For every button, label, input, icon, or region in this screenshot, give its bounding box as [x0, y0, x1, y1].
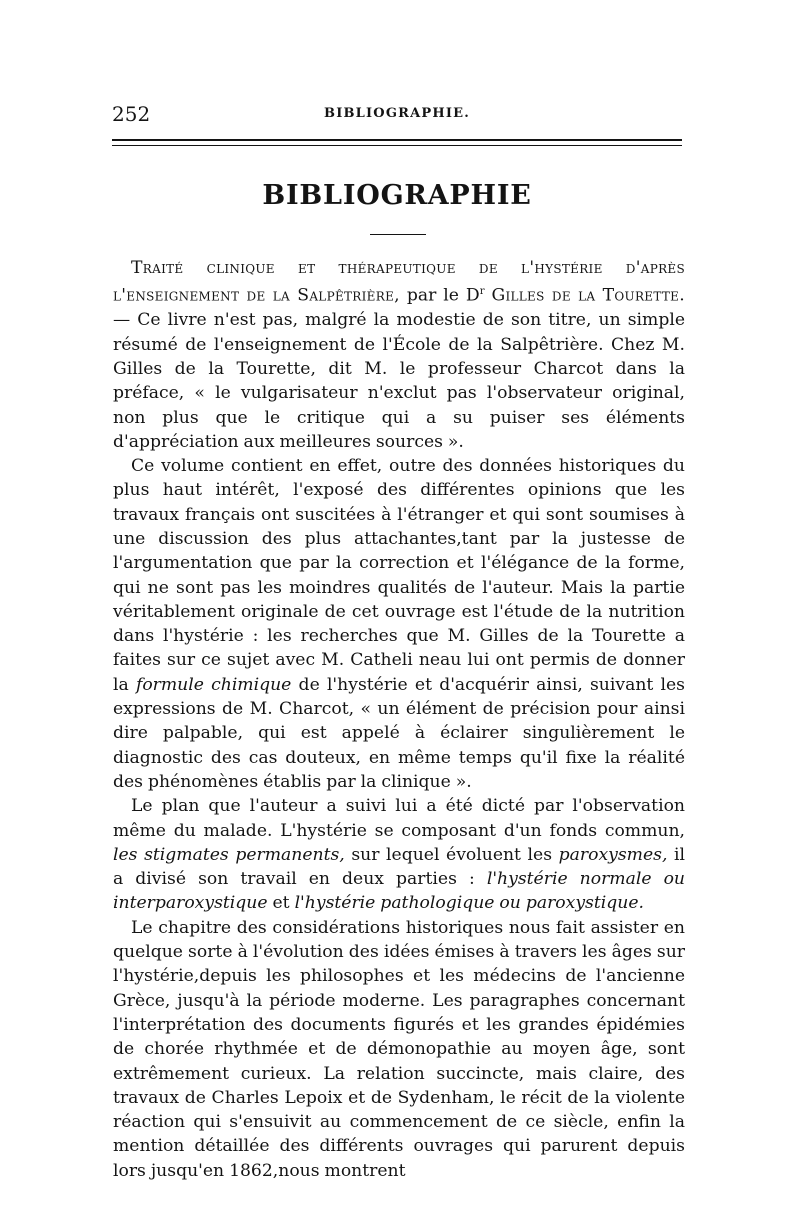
running-head — [112, 100, 682, 128]
emphasis-paroxysmes: paroxysmes, — [558, 844, 668, 865]
paragraph-1-text: — Ce livre n'est pas, malgré la modestie de son titre, un simple résumé de l'enseignement de l'École de la Salpêtrière. Chez M. Gilles de la Tourette, dit M. le professeur Charcot dans la préface, « le vulgarisateur n'exclut pas l'observateur original, non plus que le critique qui a su puiser ses éléments d'appréciation aux meilleures sources ». — [113, 310, 685, 452]
paragraph-3 — [113, 794, 685, 915]
paragraph-3-text-a: Le plan que l'auteur a suivi lui a été dicté par l'observation même du malade. L'hystérie se composant d'un fonds commun, — [113, 796, 685, 841]
title-rule — [370, 234, 426, 235]
header-rule-thick — [112, 139, 682, 141]
book-title: Traité clinique et thérapeutique de l'hystérie d'après l'enseignement de la Salpêtrière, — [113, 258, 685, 307]
header-rule-thin — [112, 145, 682, 146]
paragraph-2-text-b: de l'hystérie et d'acquérir ainsi, suivant les expressions de M. Charcot, « un élément de précision pour ainsi dire palpable, qui est appelé à éclairer singulièrement le diagnostic des cas douteux, en même temps qu'il fixe la réalité des phénomènes établis par la clinique ». — [113, 674, 685, 792]
paragraph-4: Le chapitre des considérations historiques nous fait assister en quelque sorte à l'évolution des idées émises à travers les âges sur l'hystérie,depuis les philosophes et les médecins de l'ancienne Grèce, jusqu'à la période moderne. Les paragraphes concernant l'interprétation des documents figurés et les grandes épidémies de chorée rhythmée et de démonopathie au moyen âge, sont extrêmement curieux. La relation succincte, mais claire, des travaux de Charles Lepoix et de Sydenham, le récit de la violente réaction qui s'ensuivit au commencement de ce siècle, enfin la mention détaillée des différents ouvrages qui parurent depuis lors jusqu'en 1862,nous montrent — [113, 917, 685, 1181]
paragraph-2-text-a: Ce volume contient en effet, outre des données historiques du plus haut intérêt, l'exposé des différentes opinions que les travaux français ont suscitées à l'étranger et qui sont soumises à une discussion des plus attachantes,tant par la justesse de l'argumentation que par la correction et l'élégance de la forme, qui ne sont pas les moindres qualités de l'auteur. Mais la partie véritablement originale de cet ouvrage est l'étude de la nutrition dans l'hystérie : les recherches que M. Gilles de la Tourette a faites sur ce sujet avec M. Catheli neau lui ont permis de donner la — [113, 456, 685, 695]
dr-superscript: r — [479, 286, 485, 298]
paragraph-2 — [113, 454, 685, 794]
paragraph-3-text-d: et — [267, 893, 295, 914]
paragraph-3-text-c: il a divisé son travail en deux parties : — [113, 844, 685, 890]
emphasis-hysterie-normale: l'hystérie normale ou interparoxystique — [113, 869, 685, 914]
running-title: BIBLIOGRAPHIE. — [324, 106, 470, 121]
emphasis-stigmates: les stigmates permanents, — [113, 844, 345, 865]
emphasis-formule-chimique: formule chimique — [135, 674, 292, 695]
paragraph-3-text-b: sur lequel évoluent les — [344, 844, 559, 865]
author-name: Gilles de la Tourette. — [491, 286, 685, 307]
paragraph-1 — [113, 256, 685, 454]
emphasis-hysterie-pathologique: l'hystérie pathologique ou paroxystique. — [294, 893, 644, 914]
section-title: BIBLIOGRAPHIE — [262, 180, 532, 211]
by-prefix: par le D — [399, 286, 480, 307]
page-number: 252 — [112, 102, 151, 126]
review-text — [113, 256, 685, 1183]
